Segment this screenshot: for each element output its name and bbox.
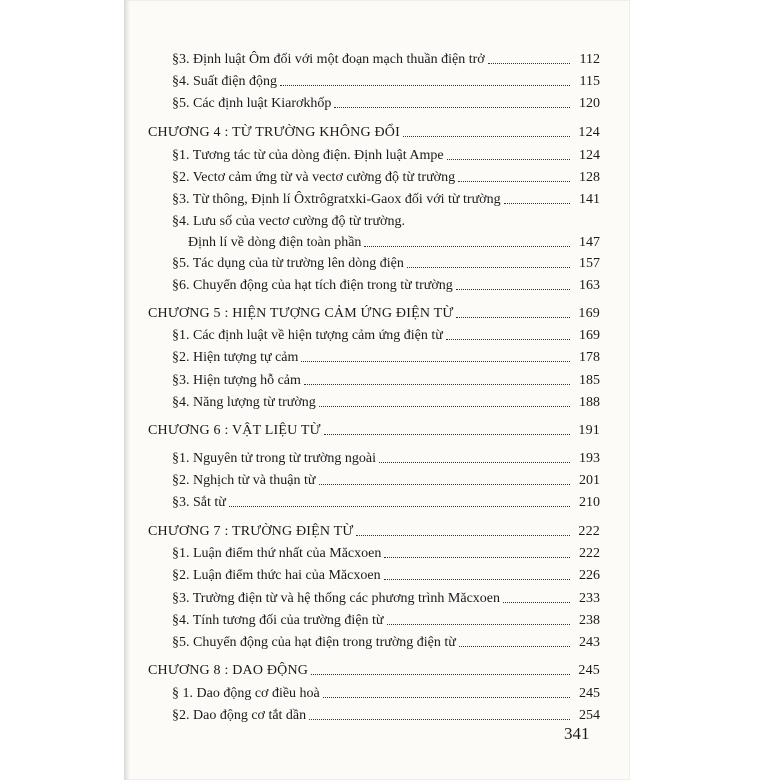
toc-entry bbox=[172, 540, 600, 562]
dot-leader bbox=[387, 624, 570, 625]
entry-title: §2. Luận điểm thức hai của Măcxoen bbox=[172, 568, 381, 583]
entry-title: §1. Các định luật về hiện tượng cảm ứng điện từ bbox=[172, 328, 443, 343]
entry-page: 112 bbox=[579, 52, 600, 67]
toc-entry bbox=[172, 702, 600, 724]
toc-entry bbox=[172, 322, 600, 344]
entry-page: 188 bbox=[579, 395, 600, 410]
chapter-entry bbox=[148, 119, 600, 141]
toc-entry bbox=[172, 46, 600, 68]
entry-title: §1. Tương tác từ của dòng điện. Định luật Ampe bbox=[172, 148, 444, 163]
dot-leader bbox=[504, 203, 570, 204]
dot-leader bbox=[334, 107, 570, 108]
entry-page: 245 bbox=[578, 663, 600, 678]
entry-page: 124 bbox=[578, 125, 600, 140]
entry-page: 191 bbox=[578, 423, 600, 438]
toc-entry bbox=[172, 344, 600, 366]
dot-leader bbox=[301, 361, 570, 362]
entry-title: §2. Nghịch từ và thuận từ bbox=[172, 473, 316, 488]
entry-page: 115 bbox=[579, 74, 600, 89]
chapter-entry bbox=[148, 657, 600, 679]
entry-page: 245 bbox=[579, 686, 600, 701]
dot-leader bbox=[379, 462, 570, 463]
entry-title: §3. Định luật Ôm đối với một đoạn mạch thuần điện trở bbox=[172, 52, 485, 67]
entry-page: 201 bbox=[579, 473, 600, 488]
entry-page: 222 bbox=[578, 524, 600, 539]
entry-page: 120 bbox=[579, 96, 600, 111]
entry-page: 124 bbox=[579, 148, 600, 163]
dot-leader bbox=[323, 697, 570, 698]
entry-title: §3. Hiện tượng hỗ cảm bbox=[172, 373, 301, 388]
dot-leader bbox=[309, 719, 570, 720]
entry-title: §3. Sắt từ bbox=[172, 495, 226, 510]
dot-leader bbox=[503, 602, 570, 603]
entry-title: §4. Năng lượng từ trường bbox=[172, 395, 316, 410]
toc-entry bbox=[172, 389, 600, 411]
entry-title: §3. Từ thông, Định lí Ôxtrôgratxki-Gaox đối với từ trường bbox=[172, 192, 501, 207]
toc-entry bbox=[172, 467, 600, 489]
entry-page: 141 bbox=[579, 192, 600, 207]
entry-page: 193 bbox=[579, 451, 600, 466]
entry-title: §2. Dao động cơ tắt dần bbox=[172, 708, 307, 723]
entry-page: 169 bbox=[578, 306, 600, 321]
entry-title: §6. Chuyển động của hạt tích điện trong từ trường bbox=[172, 278, 453, 293]
entry-title: CHƯƠNG 4 : TỪ TRƯỜNG KHÔNG ĐỔI bbox=[148, 125, 400, 140]
toc-entry bbox=[172, 250, 600, 272]
toc-entry bbox=[172, 68, 600, 90]
entry-title: §5. Các định luật Kiarơkhốp bbox=[172, 96, 332, 111]
entry-page: 210 bbox=[579, 495, 600, 510]
toc-entry bbox=[172, 585, 600, 607]
toc-entry bbox=[172, 164, 600, 186]
dot-leader bbox=[456, 317, 570, 318]
dot-leader bbox=[229, 506, 570, 507]
toc-entry bbox=[172, 562, 600, 584]
dot-leader bbox=[324, 434, 570, 435]
entry-title: CHƯƠNG 8 : DAO ĐỘNG bbox=[148, 663, 309, 678]
chapter-entry bbox=[148, 417, 600, 439]
dot-leader bbox=[384, 557, 570, 558]
entry-page: 185 bbox=[579, 373, 600, 388]
entry-page: 233 bbox=[579, 591, 600, 606]
entry-title: CHƯƠNG 7 : TRƯỜNG ĐIỆN TỪ bbox=[148, 524, 354, 539]
entry-title: §4. Lưu số của vectơ cường độ từ trường. bbox=[172, 214, 405, 229]
dot-leader bbox=[403, 136, 570, 137]
dot-leader bbox=[456, 289, 570, 290]
entry-title: CHƯƠNG 6 : VẬT LIỆU TỪ bbox=[148, 423, 321, 438]
toc-entry bbox=[172, 142, 600, 164]
dot-leader bbox=[459, 646, 570, 647]
page-number: 341 bbox=[564, 724, 590, 743]
dot-leader bbox=[319, 406, 570, 407]
toc-entry bbox=[172, 208, 600, 230]
dot-leader bbox=[384, 579, 570, 580]
toc-entry bbox=[172, 489, 600, 511]
entry-page: 178 bbox=[579, 350, 600, 365]
chapter-entry bbox=[148, 518, 600, 540]
dot-leader bbox=[446, 339, 570, 340]
entry-title: §4. Suất điện động bbox=[172, 74, 277, 89]
dot-leader bbox=[280, 85, 570, 86]
entry-title: CHƯƠNG 5 : HIỆN TƯỢNG CẢM ỨNG ĐIỆN TỪ bbox=[148, 306, 454, 321]
entry-title: §3. Trường điện từ và hệ thống các phương trình Măcxoen bbox=[172, 591, 501, 606]
dot-leader bbox=[311, 674, 570, 675]
entry-title: §2. Hiện tượng tự cảm bbox=[172, 350, 299, 365]
entry-title: § 1. Dao động cơ điều hoà bbox=[172, 686, 320, 701]
toc-entry bbox=[172, 445, 600, 467]
dot-leader bbox=[488, 63, 570, 64]
entry-page: 128 bbox=[579, 170, 600, 185]
toc-entry bbox=[172, 367, 600, 389]
entry-page: 169 bbox=[579, 328, 600, 343]
entry-title: §4. Tính tương đối của trường điện từ bbox=[172, 613, 384, 628]
toc-entry bbox=[172, 629, 600, 651]
toc-entry bbox=[172, 272, 600, 294]
entry-page: 226 bbox=[579, 568, 600, 583]
dot-leader bbox=[364, 246, 570, 247]
dot-leader bbox=[447, 159, 570, 160]
entry-title: Định lí về dòng điện toàn phần bbox=[188, 235, 362, 250]
entry-page: 243 bbox=[579, 635, 600, 650]
entry-page: 254 bbox=[579, 708, 600, 723]
toc-entry bbox=[172, 90, 600, 112]
entry-page: 163 bbox=[579, 278, 600, 293]
dot-leader bbox=[458, 181, 570, 182]
toc-entry bbox=[188, 229, 600, 251]
toc-entry bbox=[172, 607, 600, 629]
entry-title: §1. Nguyên tử trong từ trường ngoài bbox=[172, 451, 376, 466]
dot-leader bbox=[407, 267, 570, 268]
toc-entry bbox=[172, 186, 600, 208]
entry-page: 222 bbox=[579, 546, 600, 561]
toc-entry bbox=[172, 680, 600, 702]
entry-page: 157 bbox=[579, 256, 600, 271]
entry-page: 147 bbox=[579, 235, 600, 250]
entry-title: §5. Tác dụng của từ trường lên dòng điện bbox=[172, 256, 404, 271]
dot-leader bbox=[319, 484, 571, 485]
entry-page: 238 bbox=[579, 613, 600, 628]
entry-title: §2. Vectơ cảm ứng từ và vectơ cường độ từ trường bbox=[172, 170, 456, 185]
chapter-entry bbox=[148, 300, 600, 322]
entry-title: §5. Chuyển động của hạt điện trong trường điện từ bbox=[172, 635, 456, 650]
entry-title: §1. Luận điểm thứ nhất của Măcxoen bbox=[172, 546, 382, 561]
dot-leader bbox=[304, 384, 570, 385]
dot-leader bbox=[356, 535, 570, 536]
